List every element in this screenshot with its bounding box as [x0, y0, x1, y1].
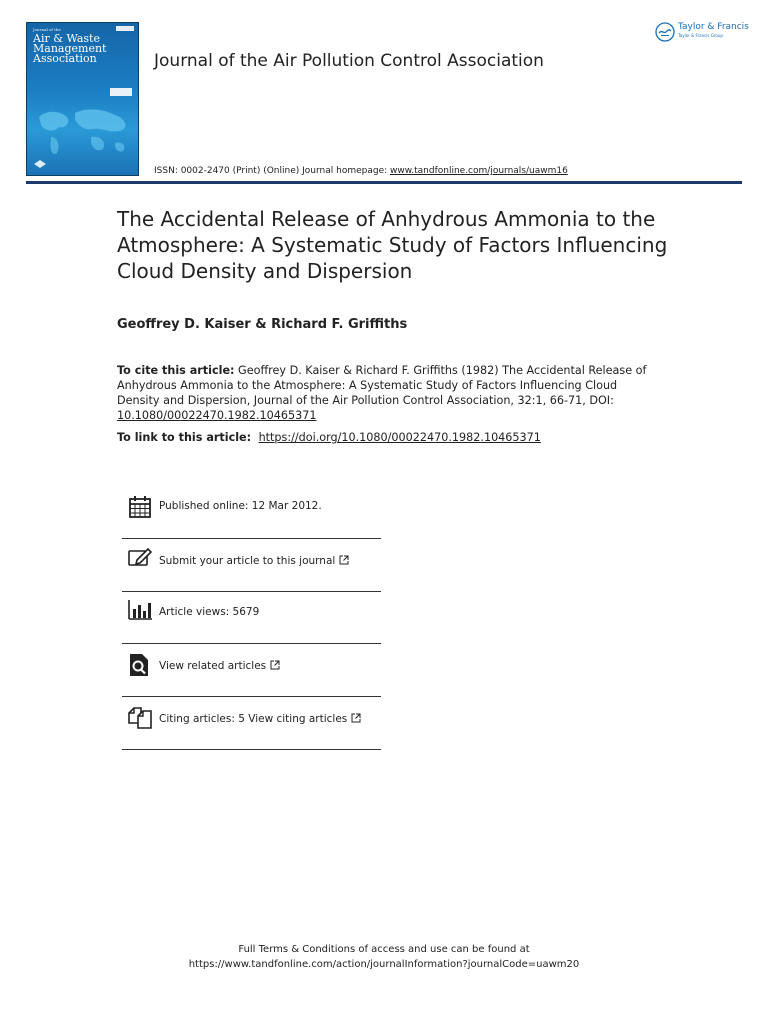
article-link-block — [117, 431, 541, 444]
article-authors: Geoffrey D. Kaiser & Richard F. Griffiths — [117, 317, 408, 332]
edit-icon — [127, 545, 153, 571]
external-link-icon — [270, 660, 280, 670]
citation-block — [117, 363, 647, 423]
cite-text: Geoffrey D. Kaiser & Richard F. Griffiths (1982) The Accidental Release of Anhydrous Ammonia to the Atmosphere: A Systematic Study of Factors Influencing Cloud Density and Dispersion, Journal of the Air Pollution Control Association, 32:1, 66-71, DOI: — [117, 364, 647, 407]
bar-chart-icon — [127, 597, 153, 623]
cover-small-text: Journal of the — [33, 27, 61, 32]
cover-title: Air & Waste Management Association — [33, 32, 107, 65]
submit-article-text: Submit your article to this journal — [159, 555, 336, 567]
info-divider — [122, 749, 381, 750]
article-views-row — [122, 597, 381, 649]
world-map-graphic — [31, 103, 135, 163]
submit-article-label — [159, 555, 349, 567]
article-title: The Accidental Release of Anhydrous Ammonia to the Atmosphere: A Systematic Study of Factors Influencing Cloud Density and Dispersion — [117, 207, 668, 283]
article-views-label: Article views: 5679 — [159, 606, 260, 618]
cover-badge — [110, 88, 132, 96]
info-divider — [122, 538, 381, 539]
issn-line — [154, 166, 568, 176]
cite-label: To cite this article: — [117, 364, 235, 377]
footer-terms-text: Full Terms & Conditions of access and use can be found at — [238, 944, 530, 955]
info-divider — [122, 591, 381, 592]
citing-articles-icon — [127, 705, 153, 731]
citing-articles-row[interactable] — [122, 703, 381, 755]
submit-article-row[interactable] — [122, 544, 381, 596]
header-rule — [26, 181, 742, 184]
published-online-row — [122, 492, 381, 544]
footer-terms-url[interactable]: https://www.tandfonline.com/action/journalInformation?journalCode=uawm20 — [188, 959, 580, 970]
citing-articles-text: Citing articles: 5 View citing articles — [159, 713, 348, 725]
calendar-icon — [127, 494, 153, 520]
publisher-group: Taylor & Francis Group — [678, 33, 723, 38]
publisher-logo[interactable] — [655, 22, 749, 42]
cover-logo-icon — [33, 159, 47, 169]
journal-homepage-link[interactable]: www.tandfonline.com/journals/uawm16 — [390, 166, 568, 176]
cite-doi-link[interactable]: 10.1080/00022470.1982.10465371 — [117, 409, 317, 422]
external-link-icon — [351, 713, 361, 723]
link-label: To link to this article: — [117, 431, 255, 444]
article-doi-link[interactable]: https://doi.org/10.1080/00022470.1982.10465371 — [258, 431, 541, 444]
cover-issn-box — [116, 26, 134, 31]
issn-text: ISSN: 0002-2470 (Print) (Online) Journal homepage: — [154, 166, 390, 176]
journal-cover — [26, 22, 139, 176]
document-search-icon — [127, 652, 153, 678]
taylor-francis-logo-icon — [655, 22, 675, 42]
journal-title: Journal of the Air Pollution Control Association — [154, 51, 544, 71]
info-divider — [122, 696, 381, 697]
related-articles-row[interactable] — [122, 650, 381, 702]
related-articles-label — [159, 660, 280, 672]
publisher-name: Taylor & Francis — [678, 22, 749, 32]
external-link-icon — [339, 555, 349, 565]
info-divider — [122, 643, 381, 644]
citing-articles-label — [159, 713, 361, 725]
published-online-label: Published online: 12 Mar 2012. — [159, 500, 322, 512]
related-articles-text: View related articles — [159, 660, 267, 672]
footer — [0, 942, 768, 972]
